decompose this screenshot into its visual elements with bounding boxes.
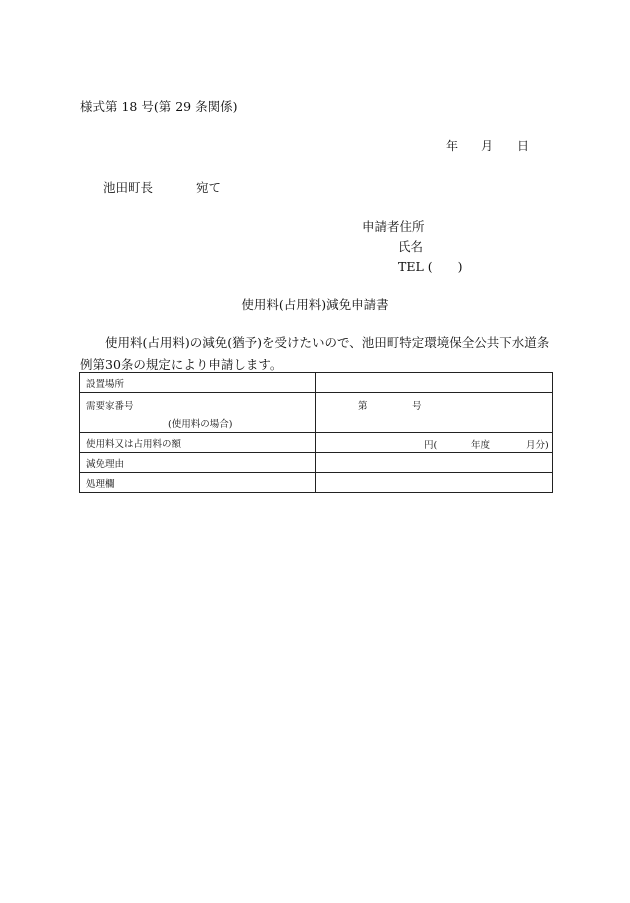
reason-value-cell	[316, 453, 553, 473]
location-label: 設置場所	[80, 373, 316, 393]
fee-value-cell	[316, 433, 553, 453]
fee-label: 使用料又は占用料の額	[80, 433, 316, 453]
customer-number-label: 需要家番号	[86, 401, 134, 412]
processing-value-cell	[316, 473, 553, 493]
date-day-label: 日	[517, 139, 530, 153]
table-row-fee	[80, 433, 553, 453]
table-row-processing	[80, 473, 553, 493]
date-month-label: 月	[481, 139, 494, 153]
applicant-name-label: 氏名	[398, 239, 424, 254]
table-row-location	[80, 373, 553, 393]
date-year-label: 年	[446, 139, 459, 153]
customer-number-note: (使用料の場合)	[168, 419, 233, 430]
applicant-address-label: 申請者住所	[362, 219, 425, 234]
location-value-cell	[316, 373, 553, 393]
fee-fiscal-year: 年度	[471, 440, 491, 451]
addressee-suffix: 宛て	[196, 180, 222, 195]
customer-number-label-cell	[80, 393, 316, 433]
reason-label: 減免理由	[80, 453, 316, 473]
customer-number-suffix: 号	[412, 401, 422, 412]
fee-yen: 円(	[424, 440, 438, 451]
processing-label: 処理欄	[80, 473, 316, 493]
document-title: 使用料(占用料)減免申請書	[241, 297, 389, 312]
table-row-customer-number	[80, 393, 553, 433]
addressee-name: 池田町長	[103, 180, 154, 195]
fee-month: 月分)	[526, 440, 549, 451]
customer-number-value-cell	[316, 393, 553, 433]
application-statement: 使用料(占用料)の減免(猶予)を受けたいので、池田町特定環境保全公共下水道条例第30条の規定により申請します。	[80, 335, 550, 372]
customer-number-prefix: 第	[358, 401, 368, 412]
table-row-reason	[80, 453, 553, 473]
applicant-tel-label: TEL ( )	[398, 259, 463, 274]
form-number: 様式第 18 号(第 29 条関係)	[80, 99, 238, 114]
application-table	[79, 372, 553, 493]
